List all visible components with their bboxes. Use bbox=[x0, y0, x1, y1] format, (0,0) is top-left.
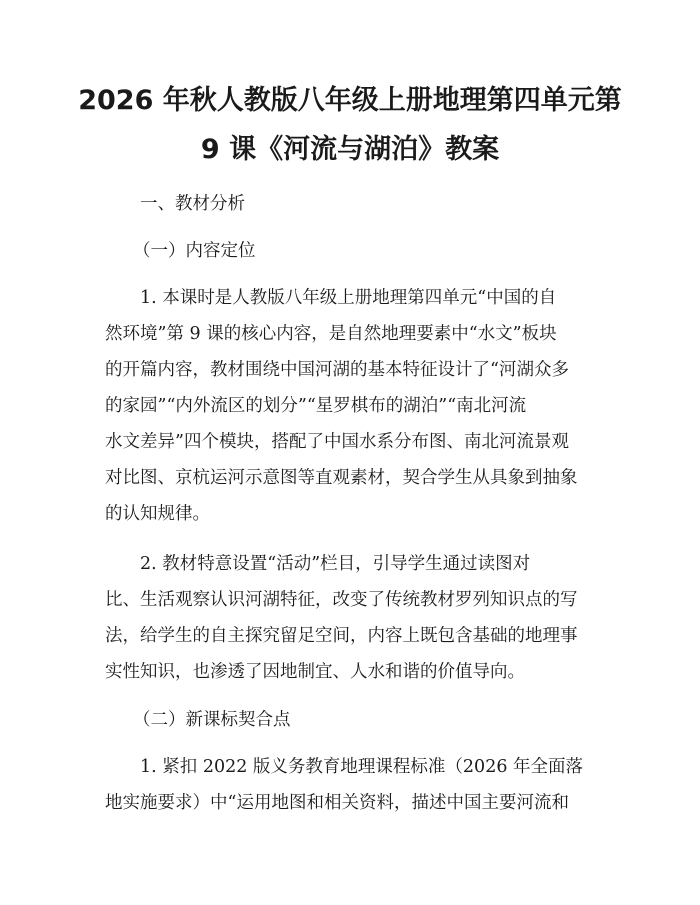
document-title-line-2: 9 课《河流与湖泊》教案 bbox=[200, 134, 500, 165]
paragraph-line: 的家园”“内外流区的划分”“星罗棋布的湖泊”“南北河流 bbox=[105, 396, 527, 416]
paragraph-line: 2. 教材特意设置“活动”栏目，引导学生通过读图对 bbox=[140, 554, 531, 574]
subsection-heading: （二）新课标契合点 bbox=[133, 710, 291, 730]
paragraph-line: 水文差异”四个模块，搭配了中国水系分布图、南北河流景观 bbox=[105, 432, 569, 452]
paragraph-line: 的开篇内容，教材围绕中国河湖的基本特征设计了“河湖众多 bbox=[105, 360, 569, 380]
paragraph-line: 实性知识，也渗透了因地制宜、人水和谐的价值导向。 bbox=[105, 662, 525, 682]
paragraph-line: 1. 紧扣 2022 版义务教育地理课程标准（2026 年全面落 bbox=[140, 757, 584, 777]
subsection-heading: （一）内容定位 bbox=[133, 241, 256, 261]
paragraph-line: 对比图、京杭运河示意图等直观素材，契合学生从具象到抽象 bbox=[105, 468, 578, 488]
paragraph-line: 法，给学生的自主探究留足空间，内容上既包含基础的地理事 bbox=[105, 626, 578, 646]
paragraph-line: 然环境”第 9 课的核心内容，是自然地理要素中“水文”板块 bbox=[105, 324, 557, 344]
paragraph-line: 1. 本课时是人教版八年级上册地理第四单元“中国的自 bbox=[140, 288, 557, 308]
paragraph-line: 比、生活观察认识河湖特征，改变了传统教材罗列知识点的写 bbox=[105, 590, 578, 610]
paragraph-line: 地实施要求）中“运用地图和相关资料，描述中国主要河流和 bbox=[105, 793, 569, 813]
document-title-line-1: 2026 年秋人教版八年级上册地理第四单元第 bbox=[78, 85, 622, 116]
paragraph-line: 的认知规律。 bbox=[105, 504, 210, 524]
section-heading: 一、教材分析 bbox=[140, 194, 245, 214]
